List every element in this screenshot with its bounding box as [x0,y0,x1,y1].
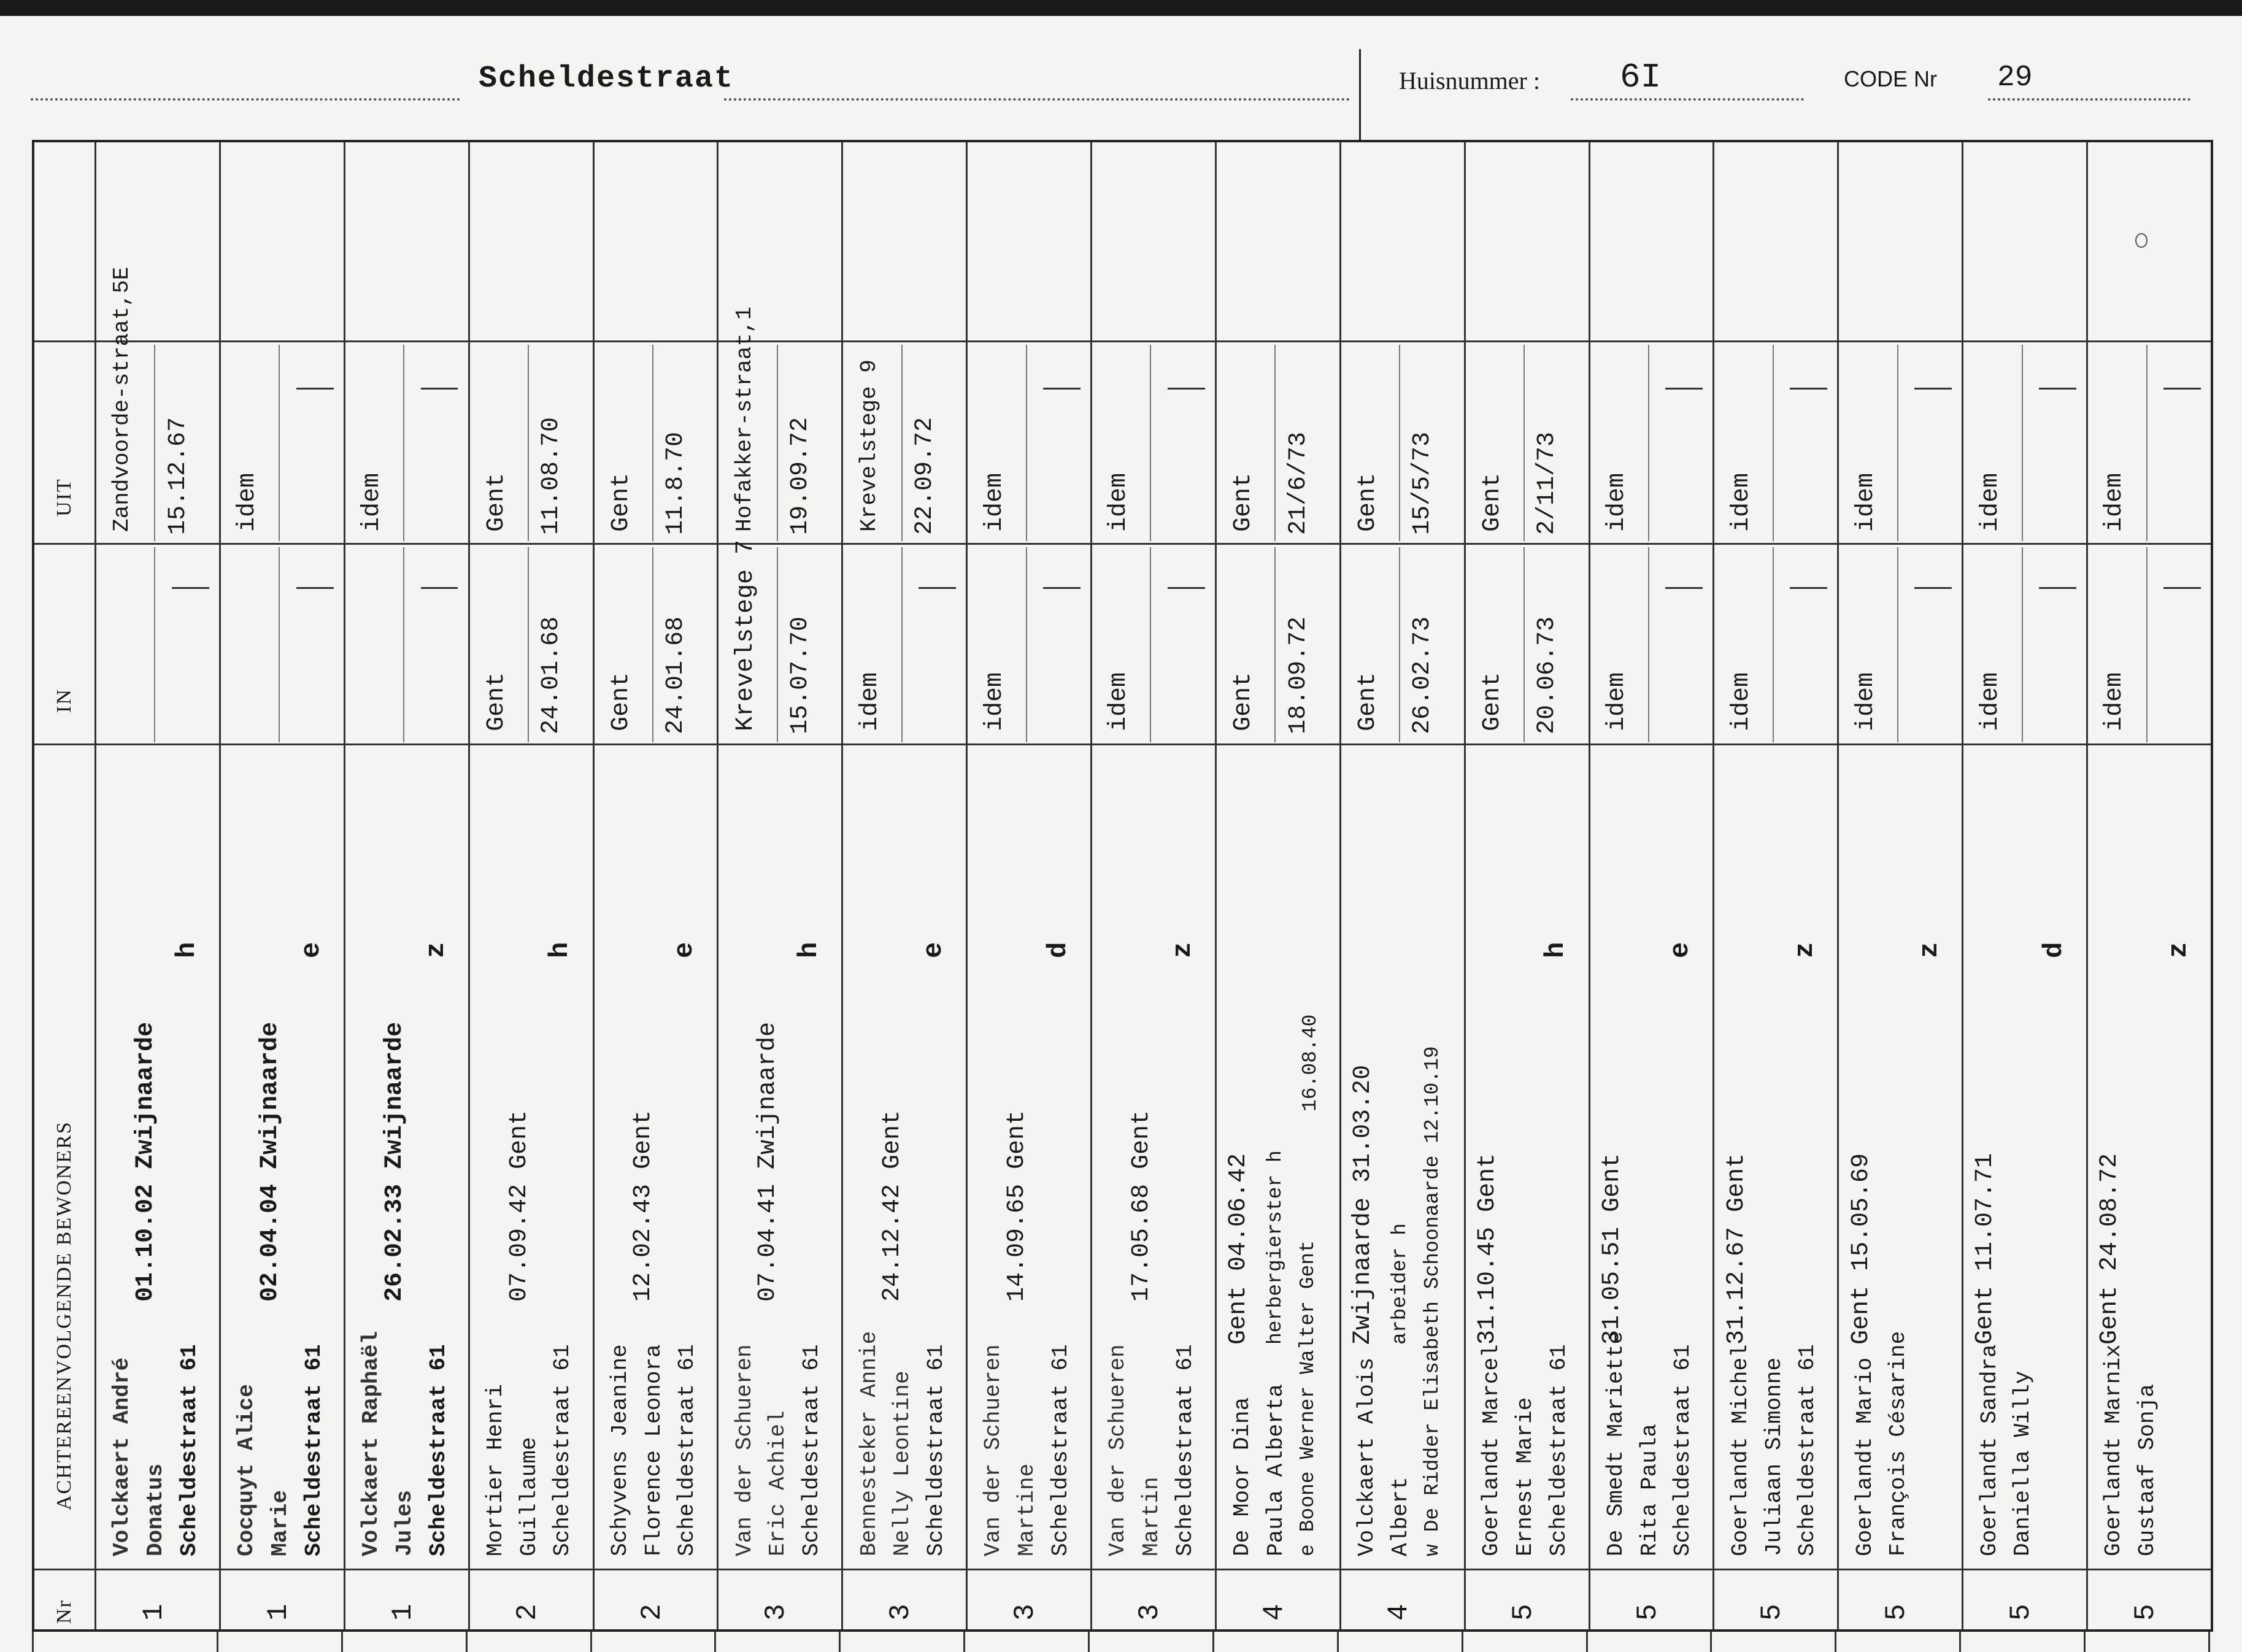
edge-tick [963,1632,965,1652]
out-place: idem [358,472,387,532]
resident-column [94,142,219,1634]
resident-address: Scheldestraat 61 [550,1344,576,1556]
birth-date-place: 26.02.33 Zwijnaarde [380,1021,409,1302]
empty-date-dash [296,587,334,589]
empty-date-dash [919,587,956,589]
out-date: 11.8.70 [662,431,690,535]
resident-name: Schyvens Jeanine [607,1344,633,1556]
edge-tick [590,1632,592,1652]
out-place: Gent [1354,472,1382,532]
edge-tick [32,1632,34,1652]
in-place: idem [2101,672,2129,731]
resident-given-names: Martine [1014,1463,1040,1556]
row-number: 5 [1507,1604,1539,1621]
edge-tick [839,1632,841,1652]
family-role-code: z [1790,942,1821,958]
empty-date-dash [2039,587,2076,589]
in-place: Krevelstege 7 [731,539,760,731]
out-date: 15.12.67 [164,417,192,535]
dotted-rule [724,98,1350,101]
out-date: 15/5/73 [1409,431,1437,535]
birth-date-place: Gent 04.06.42 [1225,1153,1253,1345]
resident-address: Scheldestraat 61 [1048,1344,1074,1556]
resident-given-names: Donatus [143,1463,169,1556]
resident-name: Cocquyt Alice [234,1384,260,1556]
resident-address: Scheldestraat 61 [1670,1344,1696,1556]
street-name: Scheldestraat [479,61,734,96]
family-role-code: d [2039,942,2070,958]
resident-column [2086,142,2211,1634]
family-role-code: e [1665,942,1697,958]
resident-given-names: Nelly Leontine [890,1370,915,1556]
birth-date-place: Zwijnaarde 31.03.20 [1349,1064,1377,1345]
resident-address: Scheldestraat 61 [301,1344,326,1556]
in-place: idem [1105,672,1133,731]
in-place: idem [1852,672,1880,731]
family-role-code: z [420,942,452,958]
resident-name: Mortier Henri [482,1384,508,1556]
empty-date-dash [172,587,209,589]
resident-column [468,142,593,1634]
house-number-value: 6I [1620,58,1662,97]
resident-given-names: Ernest Marie [1512,1397,1538,1556]
out-date: 11.08.70 [537,417,566,535]
empty-date-dash [2163,388,2201,390]
out-place: Gent [1479,472,1507,532]
edge-tick [1088,1632,1090,1652]
in-place: idem [1727,672,1755,731]
edge-tick [2208,1632,2210,1652]
empty-date-dash [2039,388,2076,390]
in-date: 24.01.68 [662,616,690,734]
occupation: arbeider h [1388,1223,1411,1345]
out-place: Krevelstege 9 [856,359,882,532]
card-header [0,37,2242,141]
in-date: 20.06.73 [1533,616,1562,734]
empty-date-dash [2163,587,2201,589]
birth-date-place: Gent 24.08.72 [2096,1153,2124,1345]
resident-address: Scheldestraat 61 [674,1344,700,1556]
in-place: Gent [1479,672,1507,731]
birth-date-place: Gent 11.07.71 [1971,1153,2000,1345]
out-place: idem [980,472,1009,532]
row-number: 1 [138,1604,170,1621]
resident-name: De Moor Dina [1230,1397,1255,1556]
resident-name: Van der Schueren [731,1344,757,1556]
out-place: idem [234,472,262,532]
code-label: CODE Nr [1844,66,1937,91]
out-date: 2/11/73 [1533,431,1562,535]
family-role-code: h [171,942,202,958]
family-role-code: e [296,942,327,958]
resident-address: Scheldestraat 61 [1795,1344,1820,1556]
resident-address: Scheldestraat 61 [923,1344,949,1556]
row-number: 5 [2005,1604,2038,1621]
edge-tick [1710,1632,1712,1652]
edge-tick [1959,1632,1961,1652]
resident-column [593,142,717,1634]
resident-column [1589,142,1713,1634]
resident-given-names: Marie [267,1489,293,1556]
resident-given-names: Paula Alberta [1263,1384,1289,1556]
birth-date-place: 07.04.41 Zwijnaarde [754,1021,782,1302]
empty-date-dash [1168,388,1205,390]
birth-date-place: 24.12.42 Gent [879,1110,907,1302]
resident-column [1464,142,1589,1634]
out-place: idem [1603,472,1631,532]
out-date: 19.09.72 [787,417,815,535]
resident-column [841,142,966,1634]
resident-given-names: Guillaume [516,1437,542,1556]
resident-column [1962,142,2086,1634]
out-date: 21/6/73 [1284,431,1312,535]
out-place: idem [2101,472,2129,532]
empty-date-dash [1790,388,1827,390]
empty-date-dash [1168,587,1205,589]
row-number: 3 [760,1604,793,1621]
family-role-code: z [1914,942,1946,958]
resident-column [1837,142,1962,1634]
resident-given-names: Gustaaf Sonja [2135,1384,2160,1556]
birth-date-place: Gent 15.05.69 [1847,1153,1875,1345]
resident-address: Scheldestraat 61 [176,1344,202,1556]
row-number: 5 [2130,1604,2162,1621]
in-place: Gent [1354,672,1382,731]
row-number: 2 [636,1604,668,1621]
out-place: idem [1976,472,2005,532]
row-number: 3 [1134,1604,1166,1621]
resident-given-names: Martin [1139,1477,1165,1556]
resident-name: Goerlandt Mario [1852,1357,1878,1556]
resident-address: Scheldestraat 61 [799,1344,825,1556]
edge-tick [217,1632,218,1652]
resident-given-names: Rita Paula [1636,1423,1662,1556]
out-place: Zandvoorde-straat,5E [109,266,135,532]
dotted-rule [1988,98,2190,101]
resident-name: Van der Schueren [980,1344,1006,1556]
resident-name: Goerlandt Marcel [1478,1344,1504,1556]
empty-date-dash [421,587,458,589]
row-number: 5 [1631,1604,1664,1621]
resident-address: Scheldestraat 61 [1172,1344,1198,1556]
empty-date-dash [296,388,334,390]
occupation: herbergierster h [1264,1150,1287,1345]
out-place: idem [1852,472,1880,532]
family-role-code: h [545,942,576,958]
row-number: 1 [387,1604,419,1621]
resident-column [344,142,468,1634]
resident-name: Van der Schueren [1105,1344,1131,1556]
resident-column [1090,142,1215,1634]
birth-date-place: 31.05.51 Gent [1598,1153,1626,1345]
row-number: 1 [262,1604,295,1621]
birth-date-place: 31.12.67 Gent [1722,1153,1751,1345]
resident-column [1712,142,1837,1634]
out-date: 22.09.72 [911,417,939,535]
resident-column [1339,142,1464,1634]
edge-tick [341,1632,343,1652]
in-place: idem [1976,672,2005,731]
row-number: 3 [885,1604,917,1621]
in-place: Gent [482,672,510,731]
edge-tick [2084,1632,2086,1652]
edge-tick [466,1632,468,1652]
family-role-code: h [1541,942,1572,958]
resident-name: Goerlandt Marnix [2101,1344,2127,1556]
header-separator [1359,49,1361,141]
code-number: 29 [1997,61,2033,94]
col-header-nr: Nr [53,1599,75,1624]
resident-name: Goerlandt Michel [1727,1344,1753,1556]
house-number-label: Huisnummer : [1399,67,1540,94]
edge-tick [714,1632,716,1652]
in-place: Gent [1230,672,1258,731]
empty-date-dash [1043,388,1081,390]
resident-address: e Boone Werner Walter Gent [1296,1240,1319,1556]
in-date: 15.07.70 [787,616,815,734]
row-number: 5 [1881,1604,1913,1621]
empty-date-dash [1665,587,1703,589]
empty-date-dash [1914,388,1952,390]
row-number: 4 [1258,1604,1290,1621]
resident-column [219,142,344,1634]
birth-date-place: 12.02.43 Gent [630,1110,658,1302]
out-place: idem [1727,472,1755,532]
empty-date-dash [1914,587,1952,589]
birth-date-place: 14.09.65 Gent [1003,1110,1031,1302]
row-number: 2 [511,1604,544,1621]
resident-address: Scheldestraat 61 [425,1344,451,1556]
in-place: Gent [607,672,635,731]
family-role-code: d [1042,942,1074,958]
in-place: idem [980,672,1009,731]
dotted-rule [31,98,460,101]
edge-tick [1337,1632,1339,1652]
out-place: Gent [607,472,635,532]
resident-given-names: Jules [391,1489,417,1556]
col-header-residents: ACHTEREENVOLGENDE BEWONERS [53,1121,75,1510]
resident-name: De Smedt Mariette [1603,1331,1628,1556]
family-role-code: e [919,942,950,958]
empty-date-dash [1665,388,1703,390]
resident-given-names: Daniella Willy [2010,1370,2036,1556]
edge-tick [1462,1632,1463,1652]
resident-address: Scheldestraat 61 [1546,1344,1571,1556]
resident-name: Volckaert Raphaël [358,1331,384,1556]
birth-date-place: 31.10.45 Gent [1473,1153,1501,1345]
register-table [32,140,2213,1632]
out-place: Hofakker-straat,1 [731,306,757,532]
empty-date-dash [1790,587,1827,589]
in-date: 26.02.73 [1409,616,1437,734]
edge-tick [1212,1632,1214,1652]
family-role-code: z [2163,942,2194,958]
birth-date-place: 17.05.68 Gent [1127,1110,1155,1302]
in-date: 24.01.68 [537,616,566,734]
edge-tick [1586,1632,1588,1652]
resident-column [966,142,1090,1634]
bottom-edge-ticks [32,1632,2213,1652]
empty-date-dash [1043,587,1081,589]
birth-date-place: 01.10.02 Zwijnaarde [131,1021,160,1302]
out-place: idem [1105,472,1133,532]
resident-name: Volckaert Alois [1354,1357,1380,1556]
in-place: idem [1603,672,1631,731]
resident-column [1215,142,1339,1634]
birth-date-place: 02.04.04 Zwijnaarde [256,1021,284,1302]
row-number: 4 [1382,1604,1415,1621]
row-number: 5 [1756,1604,1789,1621]
family-role-code: e [669,942,701,958]
dotted-rule [1571,98,1804,101]
resident-given-names: Albert [1387,1477,1413,1556]
resident-name: Bennesteker Annie [856,1331,882,1556]
scan-top-edge [0,0,2242,16]
resident-name: Volckaert André [109,1357,135,1556]
resident-name: Goerlandt Sandra [1976,1344,2002,1556]
edge-tick [1835,1632,1836,1652]
family-role-code: h [794,942,825,958]
in-place: idem [856,672,884,731]
resident-given-names: Juliaan Simonne [1761,1357,1787,1556]
resident-column [717,142,841,1634]
resident-given-names: François Césarine [1886,1331,1911,1556]
resident-given-names: Florence Leonora [641,1344,666,1556]
col-header-uit: UIT [53,478,75,517]
in-date: 18.09.72 [1284,616,1312,734]
resident-given-names: Eric Achiel [765,1410,791,1556]
birth-date-place: 07.09.42 Gent [505,1110,533,1302]
row-number: 3 [1009,1604,1042,1621]
out-place: Gent [1230,472,1258,532]
spouse-birth-date: 16.08.40 [1298,1014,1322,1112]
col-header-in: IN [53,688,75,713]
out-place: Gent [482,472,510,532]
resident-address: w De Ridder Elisabeth Schoonaarde 12.10.19 [1420,1046,1444,1556]
family-role-code: z [1167,942,1198,958]
empty-date-dash [421,388,458,390]
